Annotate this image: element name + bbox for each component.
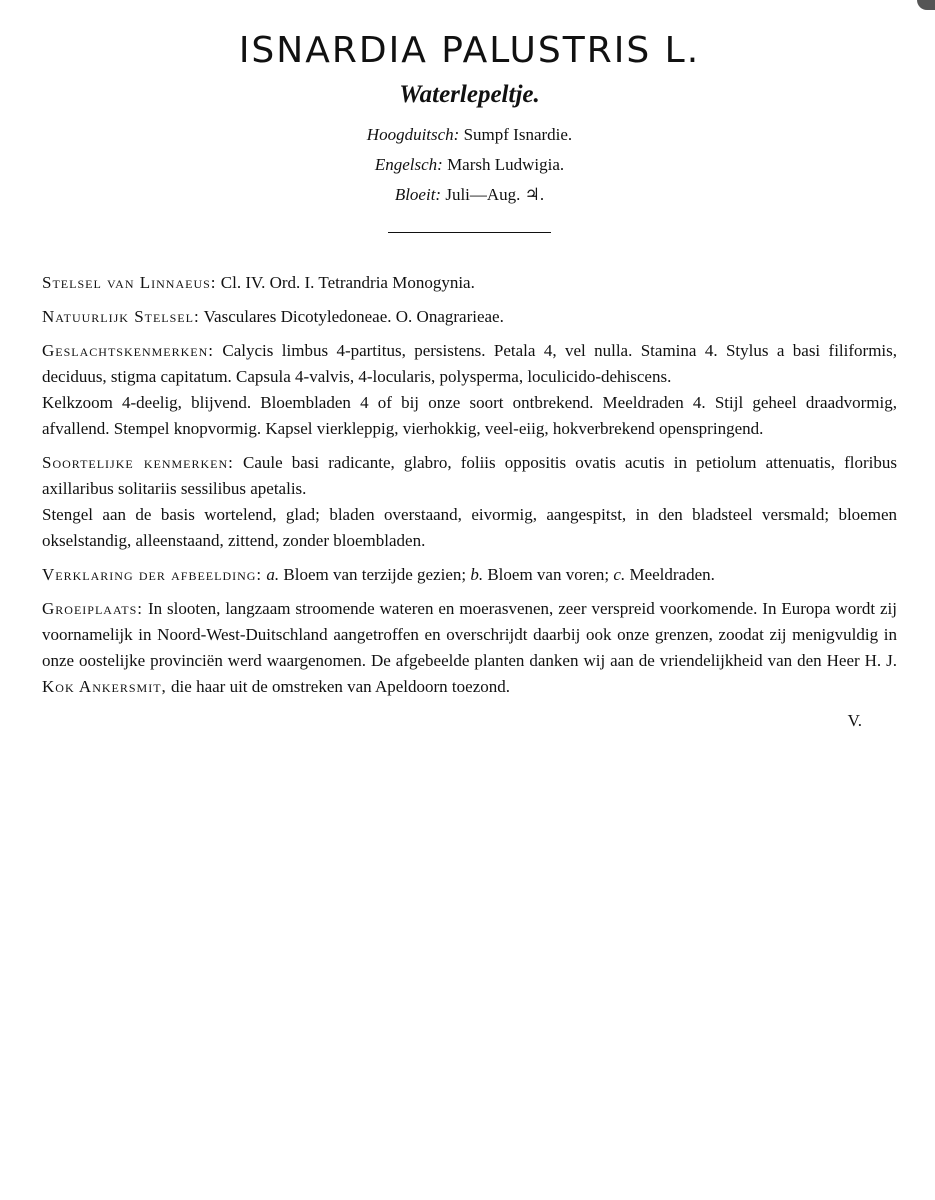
habitat-tail: die haar uit de omstreken van Apeldoorn toezond. bbox=[171, 677, 511, 696]
document-page bbox=[42, 28, 897, 734]
german-name-line bbox=[42, 120, 897, 150]
linnaeus-label: Stelsel van Linnaeus: bbox=[42, 273, 217, 292]
english-label: Engelsch: bbox=[374, 155, 443, 174]
document-body bbox=[42, 270, 897, 734]
page-title: ISNARDIA PALUSTRIS L. bbox=[238, 30, 701, 71]
species-dutch-paragraph: Stengel aan de basis wortelend, glad; bladen overstaand, eivormig, aangespitst, in den bladsteel versmald; bloemen okselstandig, alleenstaand, zittend, zonder bloembladen. bbox=[42, 505, 897, 550]
habitat-paragraph bbox=[42, 596, 897, 700]
figure-c-text: Meeldraden. bbox=[629, 565, 715, 584]
linnaeus-text: Cl. IV. Ord. I. Tetrandria Monogynia. bbox=[220, 273, 475, 292]
genus-dutch-paragraph: Kelkzoom 4-deelig, blijvend. Bloembladen 4 of bij onze soort ontbrekend. Meeldraden 4. Stijl geheel draadvormig, afvallend. Stempel knopvormig. Kapsel vierkleppig, vierhokkig, veel-eiig, hokverbrekend openspringend. bbox=[42, 393, 897, 438]
bloom-value: Juli—Aug. ♃. bbox=[445, 185, 545, 204]
english-name: Marsh Ludwigia. bbox=[447, 155, 565, 174]
species-latin-text: Caule basi radicante, glabro, foliis oppositis ovatis acutis in petiolum attenuatis, floribus axillaribus solitariis sessilibus apetalis. bbox=[42, 453, 897, 498]
genus-label: Geslachtskenmerken: bbox=[42, 341, 215, 360]
german-label: Hoogduitsch: bbox=[366, 125, 460, 144]
species-latin-paragraph bbox=[42, 450, 897, 502]
figure-a-key: a. bbox=[266, 565, 280, 584]
author-signature: V. bbox=[847, 711, 862, 730]
linnaeus-paragraph bbox=[42, 270, 897, 296]
figure-c-key: c. bbox=[613, 565, 626, 584]
bloom-label: Bloeit: bbox=[394, 185, 442, 204]
figure-legend-paragraph bbox=[42, 562, 897, 588]
header-divider bbox=[388, 232, 551, 233]
figure-legend-label: Verklaring der afbeelding: bbox=[42, 565, 263, 584]
habitat-person-name: Kok Ankersmit, bbox=[42, 677, 167, 696]
figure-a-text: Bloem van terzijde gezien; bbox=[283, 565, 467, 584]
english-name-line bbox=[42, 150, 897, 180]
species-label: Soortelijke kenmerken: bbox=[42, 453, 234, 472]
scan-corner-mark bbox=[917, 0, 935, 10]
genus-latin-paragraph bbox=[42, 338, 897, 390]
german-name: Sumpf Isnardie. bbox=[463, 125, 573, 144]
header bbox=[42, 28, 897, 233]
habitat-label: Groeiplaats: bbox=[42, 599, 144, 618]
bloom-line bbox=[42, 180, 897, 210]
habitat-text: In slooten, langzaam stroomende wateren en moerasvenen, zeer verspreid voorkomende. In Europa wordt zij voornamelijk in Noord-West-Duitschland aangetroffen en overschrijdt daarbij ook onze grenzen, zoodat zij menigvuldig in onze oostelijke provinciën werd waargenomen. De afgebeelde planten danken wij aan de vriendelijkheid van den Heer H. J. bbox=[42, 599, 897, 670]
genus-latin-text: Calycis limbus 4-partitus, persistens. Petala 4, vel nulla. Stamina 4. Stylus a basi filiformis, deciduus, stigma capitatum. Capsula 4-valvis, 4-locularis, polysperma, loculicido-dehiscens. bbox=[42, 341, 898, 386]
figure-b-text: Bloem van voren; bbox=[487, 565, 610, 584]
natural-system-text: Vasculares Dicotyledoneae. O. Onagrarieae. bbox=[203, 307, 504, 326]
natural-system-paragraph bbox=[42, 304, 897, 330]
natural-system-label: Natuurlijk Stelsel: bbox=[42, 307, 200, 326]
dutch-name: Waterlepeltje. bbox=[399, 81, 540, 108]
figure-b-key: b. bbox=[470, 565, 484, 584]
